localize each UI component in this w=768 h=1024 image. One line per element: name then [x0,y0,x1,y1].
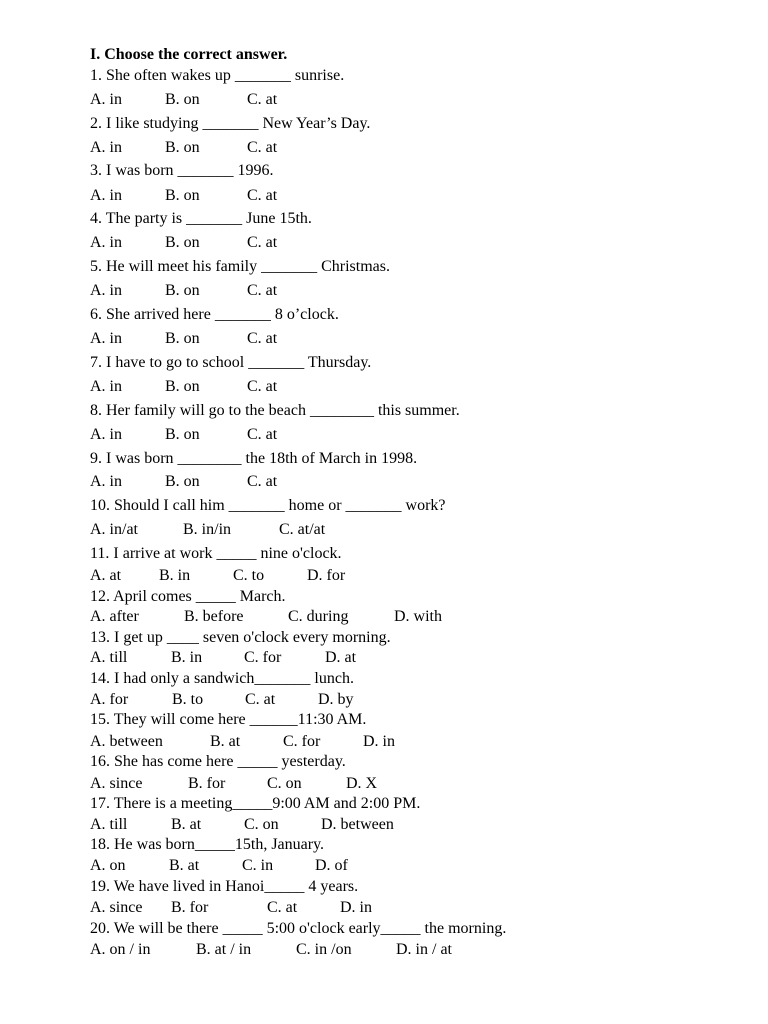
answer-option: B. on [165,378,200,395]
answer-option: C. at [247,473,278,490]
answer-option: B. for [171,899,209,916]
answer-option: D. between [321,816,394,833]
answer-option: C. during [288,608,349,625]
answer-option: A. on [90,857,126,874]
answer-option: C. at [247,234,278,251]
answer-option: B. to [172,691,204,708]
answer-option: B. on [165,473,200,490]
question-text: 2. I like studying _______ New Year’s Day. [90,115,371,132]
question-text: 1. She often wakes up _______ sunrise. [90,67,345,84]
answer-option: A. in [90,330,122,347]
answer-option: B. for [188,775,226,792]
answer-option: D. in / at [396,941,452,958]
question-text: 9. I was born ________ the 18th of March in 1998. [90,450,418,467]
answer-option: D. with [394,608,442,625]
answer-option: B. on [165,234,200,251]
answer-option: C. at [247,282,278,299]
answer-option: A. on / in [90,941,151,958]
answer-option: B. on [165,139,200,156]
section-title: I. Choose the correct answer. [90,46,288,63]
answer-option: B. at [169,857,200,874]
question-text: 4. The party is _______ June 15th. [90,210,312,227]
answer-option: C. in /on [296,941,352,958]
answer-option: A. at [90,567,122,584]
answer-option: C. to [233,567,265,584]
answer-option: A. after [90,608,139,625]
answer-option: C. at [247,187,278,204]
answer-option: A. in/at [90,521,138,538]
answer-option: A. in [90,378,122,395]
question-text: 16. She has come here _____ yesterday. [90,753,346,770]
answer-option: C. on [267,775,302,792]
answer-option: C. at [247,91,278,108]
answer-option: B. on [165,426,200,443]
answer-option: A. between [90,733,163,750]
answer-option: A. in [90,187,122,204]
answer-option: C. at [247,378,278,395]
question-text: 18. He was born_____15th, January. [90,836,325,853]
question-text: 7. I have to go to school _______ Thursday. [90,354,372,371]
answer-option: B. on [165,187,200,204]
answer-option: B. in [171,649,203,666]
answer-option: A. since [90,899,143,916]
answer-option: D. for [307,567,346,584]
answer-option: C. at [245,691,276,708]
answer-option: D. X [346,775,378,792]
answer-option: B. in [159,567,191,584]
answer-option: C. at [247,426,278,443]
answer-option: B. in/in [183,521,232,538]
question-text: 17. There is a meeting_____9:00 AM and 2:00 PM. [90,795,421,812]
answer-option: A. till [90,816,128,833]
answer-option: D. at [325,649,357,666]
answer-option: C. for [244,649,282,666]
answer-option: A. for [90,691,129,708]
question-text: 12. April comes _____ March. [90,588,286,605]
answer-option: A. in [90,139,122,156]
question-text: 13. I get up ____ seven o'clock every morning. [90,629,391,646]
answer-option: C. at [247,139,278,156]
answer-option: C. for [283,733,321,750]
answer-option: B. on [165,91,200,108]
answer-option: D. by [318,691,354,708]
question-text: 11. I arrive at work _____ nine o'clock. [90,545,342,562]
answer-option: B. on [165,330,200,347]
question-text: 19. We have lived in Hanoi_____ 4 years. [90,878,359,895]
answer-option: A. in [90,234,122,251]
answer-option: A. in [90,473,122,490]
question-text: 10. Should I call him _______ home or _______ work? [90,497,446,514]
answer-option: C. at [247,330,278,347]
question-text: 5. He will meet his family _______ Christmas. [90,258,390,275]
answer-option: A. in [90,91,122,108]
answer-option: B. before [184,608,244,625]
answer-option: A. till [90,649,128,666]
question-text: 20. We will be there _____ 5:00 o'clock early_____ the morning. [90,920,507,937]
question-text: 3. I was born _______ 1996. [90,162,274,179]
answer-option: C. on [244,816,279,833]
answer-option: C. in [242,857,274,874]
answer-option: B. at [210,733,241,750]
question-text: 8. Her family will go to the beach ________ this summer. [90,402,460,419]
answer-option: B. at [171,816,202,833]
question-text: 6. She arrived here _______ 8 o’clock. [90,306,339,323]
answer-option: C. at/at [279,521,326,538]
answer-option: C. at [267,899,298,916]
answer-option: A. in [90,282,122,299]
answer-option: B. at / in [196,941,252,958]
answer-option: D. of [315,857,348,874]
question-text: 14. I had only a sandwich_______ lunch. [90,670,354,687]
answer-option: A. since [90,775,143,792]
answer-option: A. in [90,426,122,443]
answer-option: D. in [363,733,395,750]
answer-option: D. in [340,899,372,916]
answer-option: B. on [165,282,200,299]
question-text: 15. They will come here ______11:30 AM. [90,711,367,728]
